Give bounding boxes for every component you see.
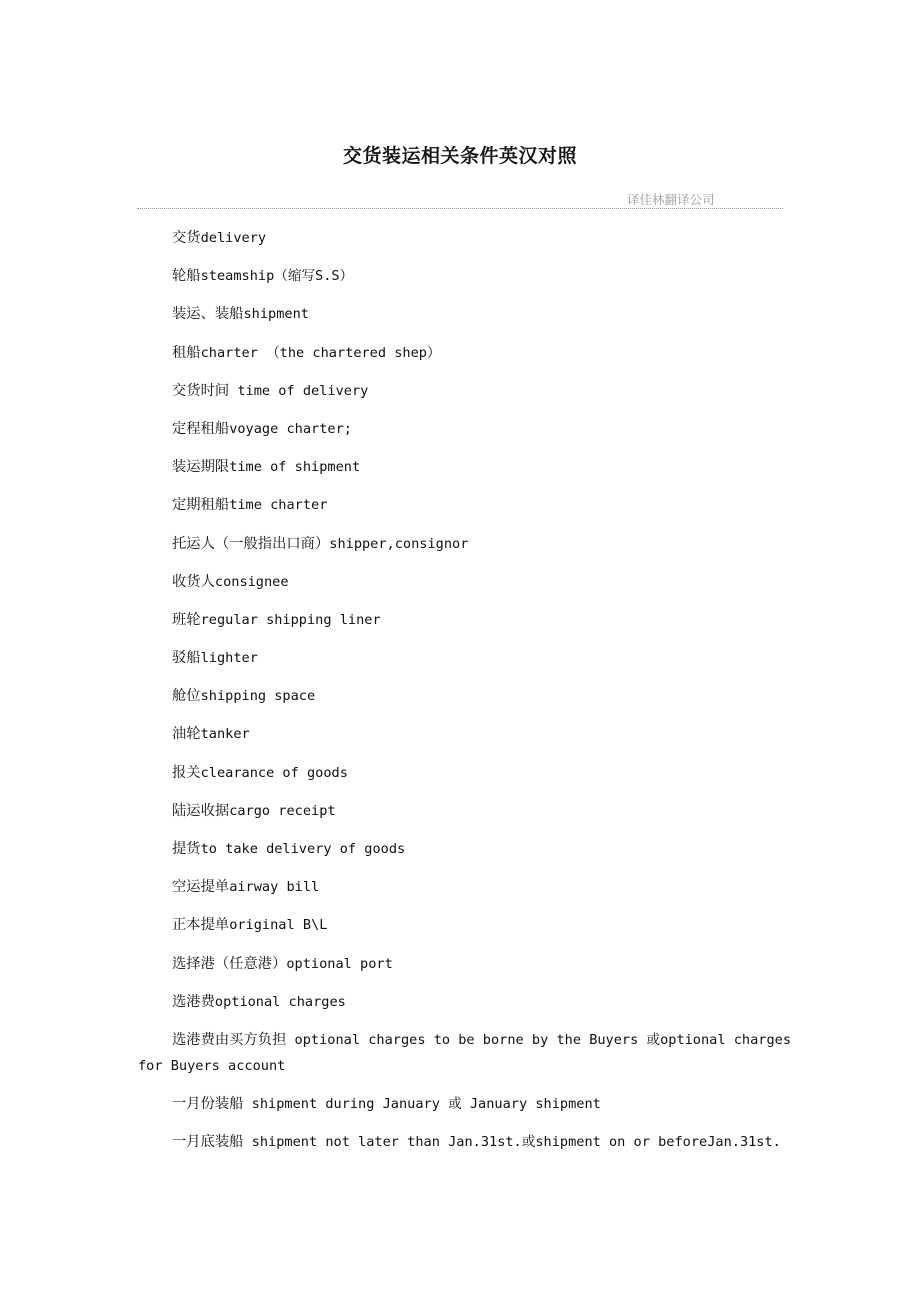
term-item [138, 721, 810, 747]
term-item [138, 416, 810, 442]
term-english: tanker [200, 726, 250, 743]
term-chinese: 租船 [172, 344, 201, 361]
term-chinese: 空运提单 [172, 879, 230, 896]
term-english: clearance of goods [200, 764, 348, 781]
term-chinese: 舱位 [172, 688, 201, 705]
term-chinese: 提货 [172, 841, 201, 857]
term-chinese: 托运人（一般指出口商） [172, 535, 330, 552]
term-english: delivery [200, 230, 267, 246]
term-english: optional charges to be borne by the Buyers 或optional charges for Buyers account [138, 1031, 792, 1074]
term-english: optional charges [214, 993, 346, 1010]
term-english: shipper,consignor [329, 535, 469, 552]
term-chinese: 交货 [172, 230, 201, 246]
document-title: 交货装运相关条件英汉对照 [342, 145, 577, 167]
term-item [138, 301, 810, 327]
company-name: 译佳林翻译公司 [627, 192, 715, 207]
term-chinese: 收货人 [172, 573, 215, 590]
term-chinese: 班轮 [172, 611, 201, 628]
term-english: original B\L [229, 917, 328, 934]
term-english: shipping space [200, 688, 316, 705]
term-english: cargo receipt [229, 802, 336, 819]
term-list [138, 225, 810, 1168]
term-chinese: 正本提单 [172, 917, 230, 934]
term-english: charter （the chartered shep） [200, 344, 441, 361]
term-english: shipment [243, 306, 309, 323]
term-chinese: 驳船 [172, 650, 201, 667]
term-english: regular shipping liner [200, 611, 381, 628]
term-english: lighter [200, 650, 258, 667]
term-chinese: 一月份装船 [172, 1096, 244, 1113]
term-english: time charter [229, 497, 328, 514]
term-chinese: 陆运收据 [172, 802, 230, 819]
term-english: airway bill [229, 879, 320, 896]
term-chinese: 选择港（任意港） [172, 955, 287, 972]
term-item [138, 607, 810, 633]
term-chinese: 油轮 [172, 726, 201, 743]
term-item [138, 378, 810, 404]
term-item [138, 645, 810, 671]
term-english: optional port [286, 955, 393, 972]
term-chinese: 选港费 [172, 993, 215, 1010]
term-item [138, 1091, 810, 1117]
term-item [138, 951, 810, 977]
term-english: voyage charter; [229, 420, 352, 437]
term-item [138, 683, 810, 709]
term-english: steamship（缩写S.S） [200, 268, 354, 285]
term-item [138, 836, 810, 862]
term-english: to take delivery of goods [200, 841, 406, 857]
term-item [138, 1129, 810, 1155]
term-chinese: 交货时间 [172, 382, 230, 399]
term-english: time of delivery [229, 382, 369, 399]
term-english: consignee [214, 573, 289, 590]
term-item [138, 531, 810, 557]
term-item [138, 798, 810, 824]
term-english: time of shipment [229, 459, 361, 476]
term-chinese: 定程租船 [172, 420, 230, 437]
term-item [138, 760, 810, 786]
term-item [138, 989, 810, 1015]
term-chinese: 轮船 [172, 268, 201, 285]
term-item [138, 912, 810, 938]
term-english: shipment during January 或 January shipment [243, 1096, 601, 1113]
term-chinese: 装运期限 [172, 459, 230, 476]
term-chinese: 选港费由买方负担 [172, 1031, 287, 1048]
term-item [138, 569, 810, 595]
term-chinese: 装运、装船 [172, 306, 244, 323]
term-chinese: 一月底装船 [172, 1134, 244, 1151]
term-item [138, 492, 810, 518]
term-item [138, 263, 810, 289]
term-item [138, 225, 810, 251]
term-chinese: 报关 [172, 764, 201, 781]
term-item [138, 1027, 810, 1079]
term-item [138, 340, 810, 366]
term-chinese: 定期租船 [172, 497, 230, 514]
term-english: shipment not later than Jan.31st.或shipment on or beforeJan.31st. [243, 1134, 781, 1151]
term-item [138, 454, 810, 480]
header-divider [137, 208, 783, 209]
term-item [138, 874, 810, 900]
